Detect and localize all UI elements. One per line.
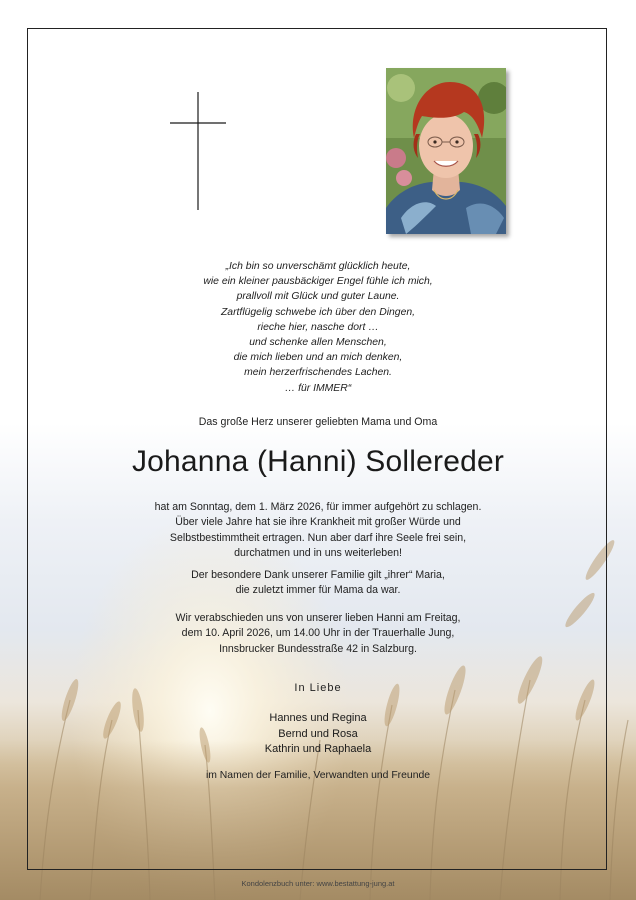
text-line: Über viele Jahre hat sie ihre Krankheit mit großer Würde und (175, 516, 461, 529)
text-line: Der besondere Dank unserer Familie gilt „ihrer“ Maria, (191, 569, 445, 581)
poem-line: mein herzerfrischendes Lachen. (244, 367, 392, 379)
text-line: Selbstbestimmtheit ertragen. Nun aber darf ihre Seele frei sein, (169, 531, 467, 544)
mourners-list (200, 711, 436, 758)
closing-line: im Namen der Familie, Verwandten und Freunde (205, 770, 431, 781)
poem-line: und schenke allen Menschen, (249, 337, 387, 349)
thanks-paragraph (120, 568, 516, 599)
poem-line: prallvoll mit Glück und guter Laune. (236, 291, 400, 303)
text-line: hat am Sonntag, dem 1. März 2026, für immer aufgehört zu schlagen. (154, 501, 482, 513)
text-line: Innsbrucker Bundesstraße 42 in Salzburg. (219, 642, 417, 655)
intro-line: Das große Herz unserer geliebten Mama und Oma (198, 416, 438, 428)
poem-line: „Ich bin so unverschämt glücklich heute, (225, 261, 411, 272)
poem (150, 259, 486, 396)
text-line: die zuletzt immer für Mama da war. (235, 584, 401, 597)
mourner-name: Kathrin und Raphaela (264, 743, 372, 755)
mourner-name: Bernd und Rosa (278, 727, 358, 740)
text-line: durchatmen und in uns weiterleben! (234, 547, 402, 560)
portrait-photo (386, 68, 506, 234)
farewell-paragraph (120, 611, 516, 657)
poem-line: … für IMMER“ (284, 382, 352, 394)
text-line: dem 10. April 2026, um 14.00 Uhr in der Trauerhalle Jung, (181, 627, 455, 640)
poem-line: die mich lieben und an mich denken, (233, 352, 403, 364)
poem-line: Zartflügelig schwebe ich über den Dingen, (220, 306, 416, 318)
text-line: Wir verabschieden uns von unserer lieben Hanni am Freitag, (175, 612, 461, 624)
cross-icon (170, 92, 226, 210)
in-liebe-heading: In Liebe (294, 682, 342, 694)
condolence-footer: Kondolenzbuch unter: www.bestattung-jung.at (241, 879, 395, 888)
deceased-name: Johanna (Hanni) Sollereder (131, 445, 505, 478)
mourner-name: Hannes und Regina (269, 712, 367, 724)
poem-line: rieche hier, nasche dort … (257, 321, 379, 333)
announcement-paragraph (120, 500, 516, 562)
poem-line: wie ein kleiner pausbäckiger Engel fühle ich mich, (203, 276, 433, 288)
